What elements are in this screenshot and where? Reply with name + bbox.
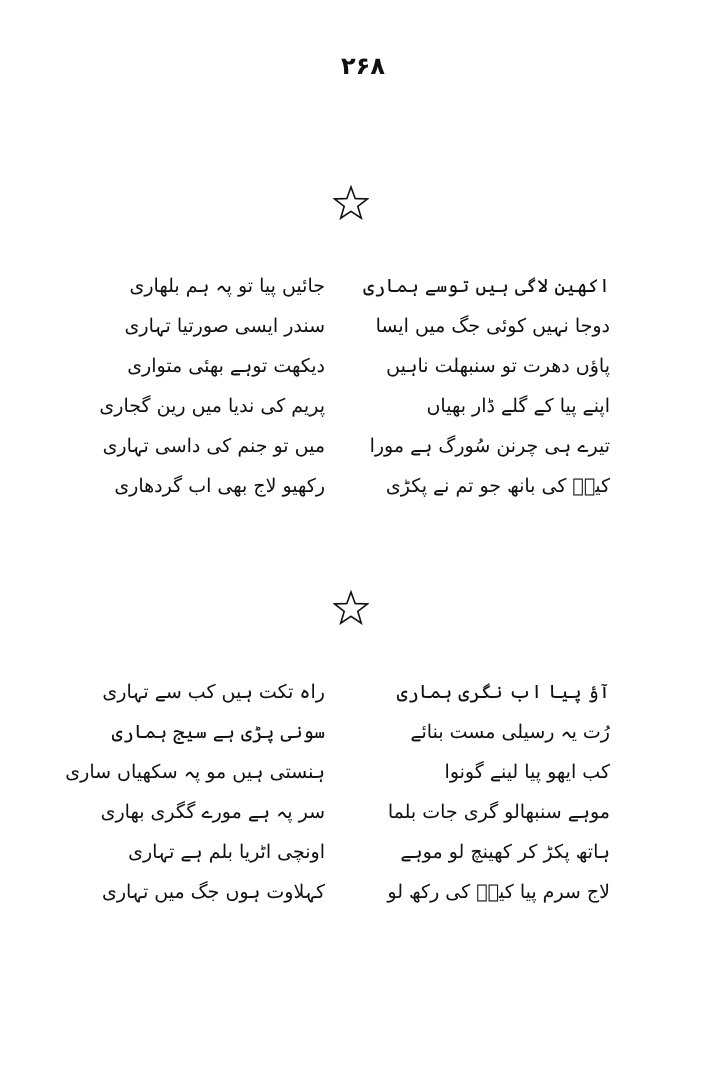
hemistich-second: سندر ایسی صورتیا تہاری <box>124 315 325 337</box>
hemistich-first: کیفؔ کی بانھ جو تم نے پکڑی <box>385 475 610 497</box>
hemistich-first: اکھین لاگی ہیں توسے ہماری <box>363 275 610 297</box>
hemistich-first: پاؤں دھرت تو سنبھلت ناہیں <box>386 355 610 377</box>
couplet <box>90 386 610 426</box>
hemistich-second: دیکھت توہے بھئی متواری <box>127 355 325 377</box>
star-outline-icon <box>333 185 369 221</box>
hemistich-first: دوجا نہیں کوئی جگ میں ایسا <box>375 315 610 337</box>
hemistich-first: کب ایھو پیا لینے گونوا <box>444 761 610 783</box>
hemistich-first: رُت یہ رسیلی مست بنائے <box>410 721 610 743</box>
hemistich-second: راہ تکت ہیں کب سے تہاری <box>102 681 325 703</box>
hemistich-first: تیرے ہی چرنن سُورگ ہے مورا <box>369 435 610 457</box>
hemistich-first: لاج سرم پیا کیفؔ کی رکھ لو <box>387 881 610 903</box>
hemistich-second: سر پہ ہے مورے گگری بھاری <box>100 801 325 823</box>
couplet <box>90 672 610 712</box>
couplet <box>90 712 610 752</box>
couplet <box>90 266 610 306</box>
couplet <box>90 832 610 872</box>
hemistich-second: کہلاوت ہوں جگ میں تہاری <box>101 881 325 903</box>
ghazal-2 <box>65 672 610 912</box>
hemistich-first: ہاتھ پکڑ کر کھینچ لو موہے <box>400 841 610 863</box>
couplet <box>65 752 610 792</box>
hemistich-first: آؤ پیا اب نگری ہماری <box>396 681 610 703</box>
hemistich-second: سونی پڑی ہے سیج ہماری <box>111 721 325 743</box>
hemistich-second: ہنستی ہیں مو پہ سکھیاں ساری <box>65 761 325 783</box>
hemistich-second: رکھیو لاج بھی اب گردھاری <box>114 475 325 497</box>
couplet <box>90 872 610 912</box>
couplet <box>90 306 610 346</box>
hemistich-second: پریم کی ندیا میں رین گجاری <box>99 395 325 417</box>
hemistich-first: اپنے پیا کے گلے ڈار بھیاں <box>426 395 610 417</box>
couplet <box>90 426 610 466</box>
hemistich-second: اونچی اٹریا بلم ہے تہاری <box>128 841 325 863</box>
couplet <box>90 466 610 506</box>
couplet <box>90 346 610 386</box>
hemistich-second: میں تو جنم کی داسی تہاری <box>102 435 325 457</box>
couplet <box>90 792 610 832</box>
star-outline-icon <box>333 590 369 626</box>
hemistich-second: جائیں پیا تو پہ ہم بلھاری <box>129 275 325 297</box>
hemistich-first: موہے سنبھالو گری جات بلما <box>387 801 610 823</box>
ghazal-1 <box>90 266 610 506</box>
page-number: ۲۶۸ <box>341 52 385 80</box>
